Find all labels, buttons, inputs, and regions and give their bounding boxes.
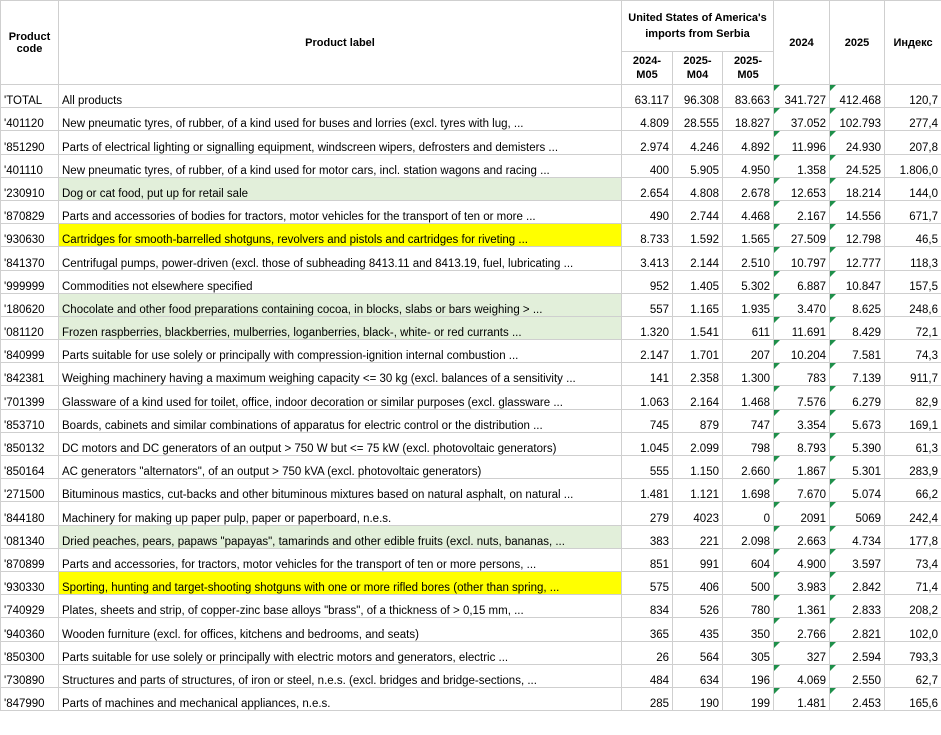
product-code-cell: '847990 <box>1 687 59 710</box>
year-2025-value: 8.625 <box>830 293 885 316</box>
month-2-value: 2.164 <box>673 386 723 409</box>
year-2024-value: 341.727 <box>774 85 830 108</box>
month-2-value: 991 <box>673 548 723 571</box>
month-3-value: 2.678 <box>723 177 774 200</box>
table-row <box>1 618 941 641</box>
year-2025-value: 2.821 <box>830 618 885 641</box>
product-code-cell: '930630 <box>1 224 59 247</box>
month-3-value: 5.302 <box>723 270 774 293</box>
product-code-cell: '840999 <box>1 340 59 363</box>
year-2025-value: 24.930 <box>830 131 885 154</box>
product-label-cell: Bituminous mastics, cut-backs and other bituminous mixtures based on natural asphalt, on natural ... <box>59 479 622 502</box>
table-body <box>1 85 941 711</box>
product-label-cell: Parts and accessories of bodies for tractors, motor vehicles for the transport of ten or more ... <box>59 200 622 223</box>
product-label-cell: DC motors and DC generators of an output > 750 W but <= 75 kW (excl. photovoltaic generators) <box>59 432 622 455</box>
year-2024-value: 11.691 <box>774 316 830 339</box>
product-code-cell: '081120 <box>1 316 59 339</box>
product-code-cell: 'TOTAL <box>1 85 59 108</box>
year-2024-value: 4.900 <box>774 548 830 571</box>
product-code-cell: '401120 <box>1 108 59 131</box>
year-2025-value: 10.847 <box>830 270 885 293</box>
year-2025-value: 18.214 <box>830 177 885 200</box>
year-2024-value: 1.358 <box>774 154 830 177</box>
index-value: 177,8 <box>885 525 941 548</box>
month-3-value: 350 <box>723 618 774 641</box>
product-label-cell: All products <box>59 85 622 108</box>
table-row <box>1 200 941 223</box>
index-value: 82,9 <box>885 386 941 409</box>
month-3-value: 611 <box>723 316 774 339</box>
month-1-value: 1.320 <box>622 316 673 339</box>
product-label-cell: Parts of electrical lighting or signalling equipment, windscreen wipers, defrosters and demisters ... <box>59 131 622 154</box>
year-2025-value: 24.525 <box>830 154 885 177</box>
index-value: 66,2 <box>885 479 941 502</box>
month-1-value: 557 <box>622 293 673 316</box>
year-2024-value: 3.354 <box>774 409 830 432</box>
header-month-3 <box>723 52 774 85</box>
product-label-cell: Weighing machinery having a maximum weighing capacity <= 30 kg (excl. balances of a sensitivity ... <box>59 363 622 386</box>
year-2024-value: 6.887 <box>774 270 830 293</box>
product-code-cell: '180620 <box>1 293 59 316</box>
header-imports-group: United States of America's imports from Serbia <box>622 1 774 52</box>
year-2024-value: 27.509 <box>774 224 830 247</box>
year-2025-value: 2.453 <box>830 687 885 710</box>
header-month-3-text: 2025-M05 <box>733 55 763 81</box>
product-code-cell: '701399 <box>1 386 59 409</box>
table-row <box>1 571 941 594</box>
month-1-value: 1.045 <box>622 432 673 455</box>
product-code-cell: '841370 <box>1 247 59 270</box>
year-2024-value: 7.670 <box>774 479 830 502</box>
year-2024-value: 10.797 <box>774 247 830 270</box>
product-label-cell: Parts suitable for use solely or principally with compression-ignition internal combustion ... <box>59 340 622 363</box>
month-2-value: 1.150 <box>673 456 723 479</box>
product-label-cell: Sporting, hunting and target-shooting shotguns with one or more rifled bores (other than spring, ... <box>59 571 622 594</box>
year-2024-value: 2.663 <box>774 525 830 548</box>
month-1-value: 4.809 <box>622 108 673 131</box>
year-2024-value: 2091 <box>774 502 830 525</box>
index-value: 120,7 <box>885 85 941 108</box>
month-3-value: 4.950 <box>723 154 774 177</box>
year-2025-value: 8.429 <box>830 316 885 339</box>
month-1-value: 1.063 <box>622 386 673 409</box>
year-2025-value: 12.777 <box>830 247 885 270</box>
year-2024-value: 2.167 <box>774 200 830 223</box>
product-label-cell: Wooden furniture (excl. for offices, kitchens and bedrooms, and seats) <box>59 618 622 641</box>
month-3-value: 1.698 <box>723 479 774 502</box>
month-2-value: 1.121 <box>673 479 723 502</box>
product-code-cell: '870899 <box>1 548 59 571</box>
product-label-cell: Commodities not elsewhere specified <box>59 270 622 293</box>
year-2025-value: 3.597 <box>830 548 885 571</box>
product-label-cell: Plates, sheets and strip, of copper-zinc base alloys "brass", of a thickness of > 0,15 mm, ... <box>59 595 622 618</box>
index-value: 61,3 <box>885 432 941 455</box>
product-code-cell: '930330 <box>1 571 59 594</box>
index-value: 144,0 <box>885 177 941 200</box>
table-row <box>1 154 941 177</box>
product-code-cell: '870829 <box>1 200 59 223</box>
header-2025: 2025 <box>830 1 885 85</box>
product-code-cell: '850300 <box>1 641 59 664</box>
table-row <box>1 502 941 525</box>
table-row <box>1 664 941 687</box>
month-2-value: 564 <box>673 641 723 664</box>
month-3-value: 604 <box>723 548 774 571</box>
table-row <box>1 641 941 664</box>
month-2-value: 1.701 <box>673 340 723 363</box>
header-index: Индекс <box>885 1 941 85</box>
year-2025-value: 12.798 <box>830 224 885 247</box>
year-2025-value: 5.301 <box>830 456 885 479</box>
month-3-value: 2.098 <box>723 525 774 548</box>
index-value: 248,6 <box>885 293 941 316</box>
month-2-value: 96.308 <box>673 85 723 108</box>
table-row <box>1 479 941 502</box>
index-value: 157,5 <box>885 270 941 293</box>
table-row <box>1 363 941 386</box>
header-month-2-text: 2025-M04 <box>683 55 712 81</box>
month-2-value: 1.165 <box>673 293 723 316</box>
year-2025-value: 2.833 <box>830 595 885 618</box>
table-row <box>1 456 941 479</box>
month-1-value: 2.974 <box>622 131 673 154</box>
year-2025-value: 2.550 <box>830 664 885 687</box>
year-2025-value: 5.390 <box>830 432 885 455</box>
month-3-value: 500 <box>723 571 774 594</box>
product-label-cell: Parts suitable for use solely or principally with electric motors and generators, electric ... <box>59 641 622 664</box>
year-2025-value: 412.468 <box>830 85 885 108</box>
product-label-cell: Glassware of a kind used for toilet, office, indoor decoration or similar purposes (excl. glassware ... <box>59 386 622 409</box>
month-2-value: 435 <box>673 618 723 641</box>
index-value: 118,3 <box>885 247 941 270</box>
month-1-value: 3.413 <box>622 247 673 270</box>
product-code-cell: '844180 <box>1 502 59 525</box>
index-value: 169,1 <box>885 409 941 432</box>
year-2024-value: 3.983 <box>774 571 830 594</box>
index-value: 911,7 <box>885 363 941 386</box>
month-3-value: 18.827 <box>723 108 774 131</box>
month-2-value: 526 <box>673 595 723 618</box>
product-label-cell: New pneumatic tyres, of rubber, of a kind used for motor cars, incl. station wagons and racing ... <box>59 154 622 177</box>
year-2024-value: 4.069 <box>774 664 830 687</box>
month-3-value: 83.663 <box>723 85 774 108</box>
product-code-cell: '230910 <box>1 177 59 200</box>
month-3-value: 1.935 <box>723 293 774 316</box>
table-row <box>1 177 941 200</box>
index-value: 72,1 <box>885 316 941 339</box>
month-3-value: 196 <box>723 664 774 687</box>
month-1-value: 1.481 <box>622 479 673 502</box>
year-2024-value: 12.653 <box>774 177 830 200</box>
month-1-value: 952 <box>622 270 673 293</box>
year-2025-value: 2.842 <box>830 571 885 594</box>
index-value: 102,0 <box>885 618 941 641</box>
product-label-cell: AC generators "alternators", of an output > 750 kVA (excl. photovoltaic generators) <box>59 456 622 479</box>
table-row <box>1 270 941 293</box>
year-2024-value: 11.996 <box>774 131 830 154</box>
header-product-label: Product label <box>59 1 622 85</box>
month-1-value: 834 <box>622 595 673 618</box>
month-1-value: 555 <box>622 456 673 479</box>
index-value: 277,4 <box>885 108 941 131</box>
year-2025-value: 6.279 <box>830 386 885 409</box>
month-2-value: 1.592 <box>673 224 723 247</box>
month-3-value: 1.468 <box>723 386 774 409</box>
month-1-value: 365 <box>622 618 673 641</box>
table-row <box>1 548 941 571</box>
month-3-value: 4.468 <box>723 200 774 223</box>
month-2-value: 1.541 <box>673 316 723 339</box>
index-value: 793,3 <box>885 641 941 664</box>
year-2024-value: 783 <box>774 363 830 386</box>
table-row <box>1 224 941 247</box>
table-row <box>1 108 941 131</box>
year-2024-value: 2.766 <box>774 618 830 641</box>
index-value: 283,9 <box>885 456 941 479</box>
month-3-value: 1.300 <box>723 363 774 386</box>
table-row <box>1 595 941 618</box>
month-1-value: 745 <box>622 409 673 432</box>
year-2025-value: 5.673 <box>830 409 885 432</box>
table-row <box>1 247 941 270</box>
year-2024-value: 3.470 <box>774 293 830 316</box>
year-2024-value: 1.867 <box>774 456 830 479</box>
index-value: 207,8 <box>885 131 941 154</box>
header-product-code: Product code <box>1 1 59 85</box>
index-value: 208,2 <box>885 595 941 618</box>
product-label-cell: Machinery for making up paper pulp, paper or paperboard, n.e.s. <box>59 502 622 525</box>
year-2025-value: 7.581 <box>830 340 885 363</box>
index-value: 46,5 <box>885 224 941 247</box>
index-value: 1.806,0 <box>885 154 941 177</box>
month-2-value: 2.744 <box>673 200 723 223</box>
product-code-cell: '850164 <box>1 456 59 479</box>
table-row <box>1 340 941 363</box>
month-2-value: 634 <box>673 664 723 687</box>
header-month-2 <box>673 52 723 85</box>
year-2024-value: 1.481 <box>774 687 830 710</box>
year-2024-value: 37.052 <box>774 108 830 131</box>
product-code-cell: '081340 <box>1 525 59 548</box>
year-2024-value: 10.204 <box>774 340 830 363</box>
product-label-cell: Chocolate and other food preparations containing cocoa, in blocks, slabs or bars weighing > ... <box>59 293 622 316</box>
month-2-value: 406 <box>673 571 723 594</box>
table-row <box>1 85 941 108</box>
month-2-value: 2.144 <box>673 247 723 270</box>
year-2025-value: 5.074 <box>830 479 885 502</box>
month-3-value: 780 <box>723 595 774 618</box>
table-row <box>1 316 941 339</box>
month-2-value: 879 <box>673 409 723 432</box>
month-3-value: 305 <box>723 641 774 664</box>
year-2025-value: 5069 <box>830 502 885 525</box>
month-2-value: 4.246 <box>673 131 723 154</box>
product-code-cell: '730890 <box>1 664 59 687</box>
year-2025-value: 4.734 <box>830 525 885 548</box>
month-1-value: 851 <box>622 548 673 571</box>
product-code-cell: '401110 <box>1 154 59 177</box>
year-2024-value: 327 <box>774 641 830 664</box>
product-label-cell: Centrifugal pumps, power-driven (excl. those of subheading 8413.11 and 8413.19, fuel, lubricating ... <box>59 247 622 270</box>
year-2024-value: 7.576 <box>774 386 830 409</box>
month-2-value: 1.405 <box>673 270 723 293</box>
index-value: 74,3 <box>885 340 941 363</box>
month-3-value: 798 <box>723 432 774 455</box>
header-2024: 2024 <box>774 1 830 85</box>
table-row <box>1 386 941 409</box>
month-1-value: 383 <box>622 525 673 548</box>
product-code-cell: '740929 <box>1 595 59 618</box>
month-1-value: 400 <box>622 154 673 177</box>
product-label-cell: Dried peaches, pears, papaws "papayas", tamarinds and other edible fruits (excl. nuts, bananas, ... <box>59 525 622 548</box>
month-1-value: 2.654 <box>622 177 673 200</box>
table-row <box>1 432 941 455</box>
month-2-value: 4.808 <box>673 177 723 200</box>
year-2025-value: 7.139 <box>830 363 885 386</box>
index-value: 165,6 <box>885 687 941 710</box>
month-2-value: 2.358 <box>673 363 723 386</box>
product-code-cell: '853710 <box>1 409 59 432</box>
month-2-value: 190 <box>673 687 723 710</box>
product-label-cell: Frozen raspberries, blackberries, mulberries, loganberries, black-, white- or red currants ... <box>59 316 622 339</box>
month-1-value: 279 <box>622 502 673 525</box>
table-row <box>1 131 941 154</box>
product-code-cell: '850132 <box>1 432 59 455</box>
product-label-cell: New pneumatic tyres, of rubber, of a kind used for buses and lorries (excl. tyres with lug, ... <box>59 108 622 131</box>
product-label-cell: Parts and accessories, for tractors, motor vehicles for the transport of ten or more persons, ... <box>59 548 622 571</box>
index-value: 242,4 <box>885 502 941 525</box>
month-3-value: 4.892 <box>723 131 774 154</box>
month-3-value: 207 <box>723 340 774 363</box>
month-1-value: 2.147 <box>622 340 673 363</box>
month-1-value: 484 <box>622 664 673 687</box>
product-label-cell: Boards, cabinets and similar combinations of apparatus for electric control or the distribution ... <box>59 409 622 432</box>
header-month-1-text: 2024-M05 <box>632 55 662 81</box>
table-row <box>1 409 941 432</box>
table-row <box>1 687 941 710</box>
month-3-value: 2.660 <box>723 456 774 479</box>
month-2-value: 4023 <box>673 502 723 525</box>
product-code-cell: '271500 <box>1 479 59 502</box>
month-1-value: 26 <box>622 641 673 664</box>
product-code-cell: '940360 <box>1 618 59 641</box>
month-2-value: 221 <box>673 525 723 548</box>
product-code-cell: '999999 <box>1 270 59 293</box>
index-value: 671,7 <box>885 200 941 223</box>
header-month-1 <box>622 52 673 85</box>
table-row <box>1 293 941 316</box>
month-2-value: 5.905 <box>673 154 723 177</box>
month-3-value: 1.565 <box>723 224 774 247</box>
product-code-cell: '851290 <box>1 131 59 154</box>
year-2024-value: 8.793 <box>774 432 830 455</box>
product-code-cell: '842381 <box>1 363 59 386</box>
month-1-value: 8.733 <box>622 224 673 247</box>
month-1-value: 63.117 <box>622 85 673 108</box>
month-3-value: 747 <box>723 409 774 432</box>
product-label-cell: Structures and parts of structures, of iron or steel, n.e.s. (excl. bridges and bridge-sections, ... <box>59 664 622 687</box>
month-2-value: 28.555 <box>673 108 723 131</box>
product-label-cell: Dog or cat food, put up for retail sale <box>59 177 622 200</box>
year-2025-value: 2.594 <box>830 641 885 664</box>
product-label-cell: Cartridges for smooth-barrelled shotguns, revolvers and pistols and cartridges for riveting ... <box>59 224 622 247</box>
year-2025-value: 14.556 <box>830 200 885 223</box>
index-value: 62,7 <box>885 664 941 687</box>
month-3-value: 199 <box>723 687 774 710</box>
year-2025-value: 102.793 <box>830 108 885 131</box>
month-1-value: 490 <box>622 200 673 223</box>
product-label-cell: Parts of machines and mechanical appliances, n.e.s. <box>59 687 622 710</box>
year-2024-value: 1.361 <box>774 595 830 618</box>
month-3-value: 2.510 <box>723 247 774 270</box>
month-2-value: 2.099 <box>673 432 723 455</box>
month-3-value: 0 <box>723 502 774 525</box>
month-1-value: 575 <box>622 571 673 594</box>
month-1-value: 285 <box>622 687 673 710</box>
index-value: 71,4 <box>885 571 941 594</box>
index-value: 73,4 <box>885 548 941 571</box>
month-1-value: 141 <box>622 363 673 386</box>
table-row <box>1 525 941 548</box>
